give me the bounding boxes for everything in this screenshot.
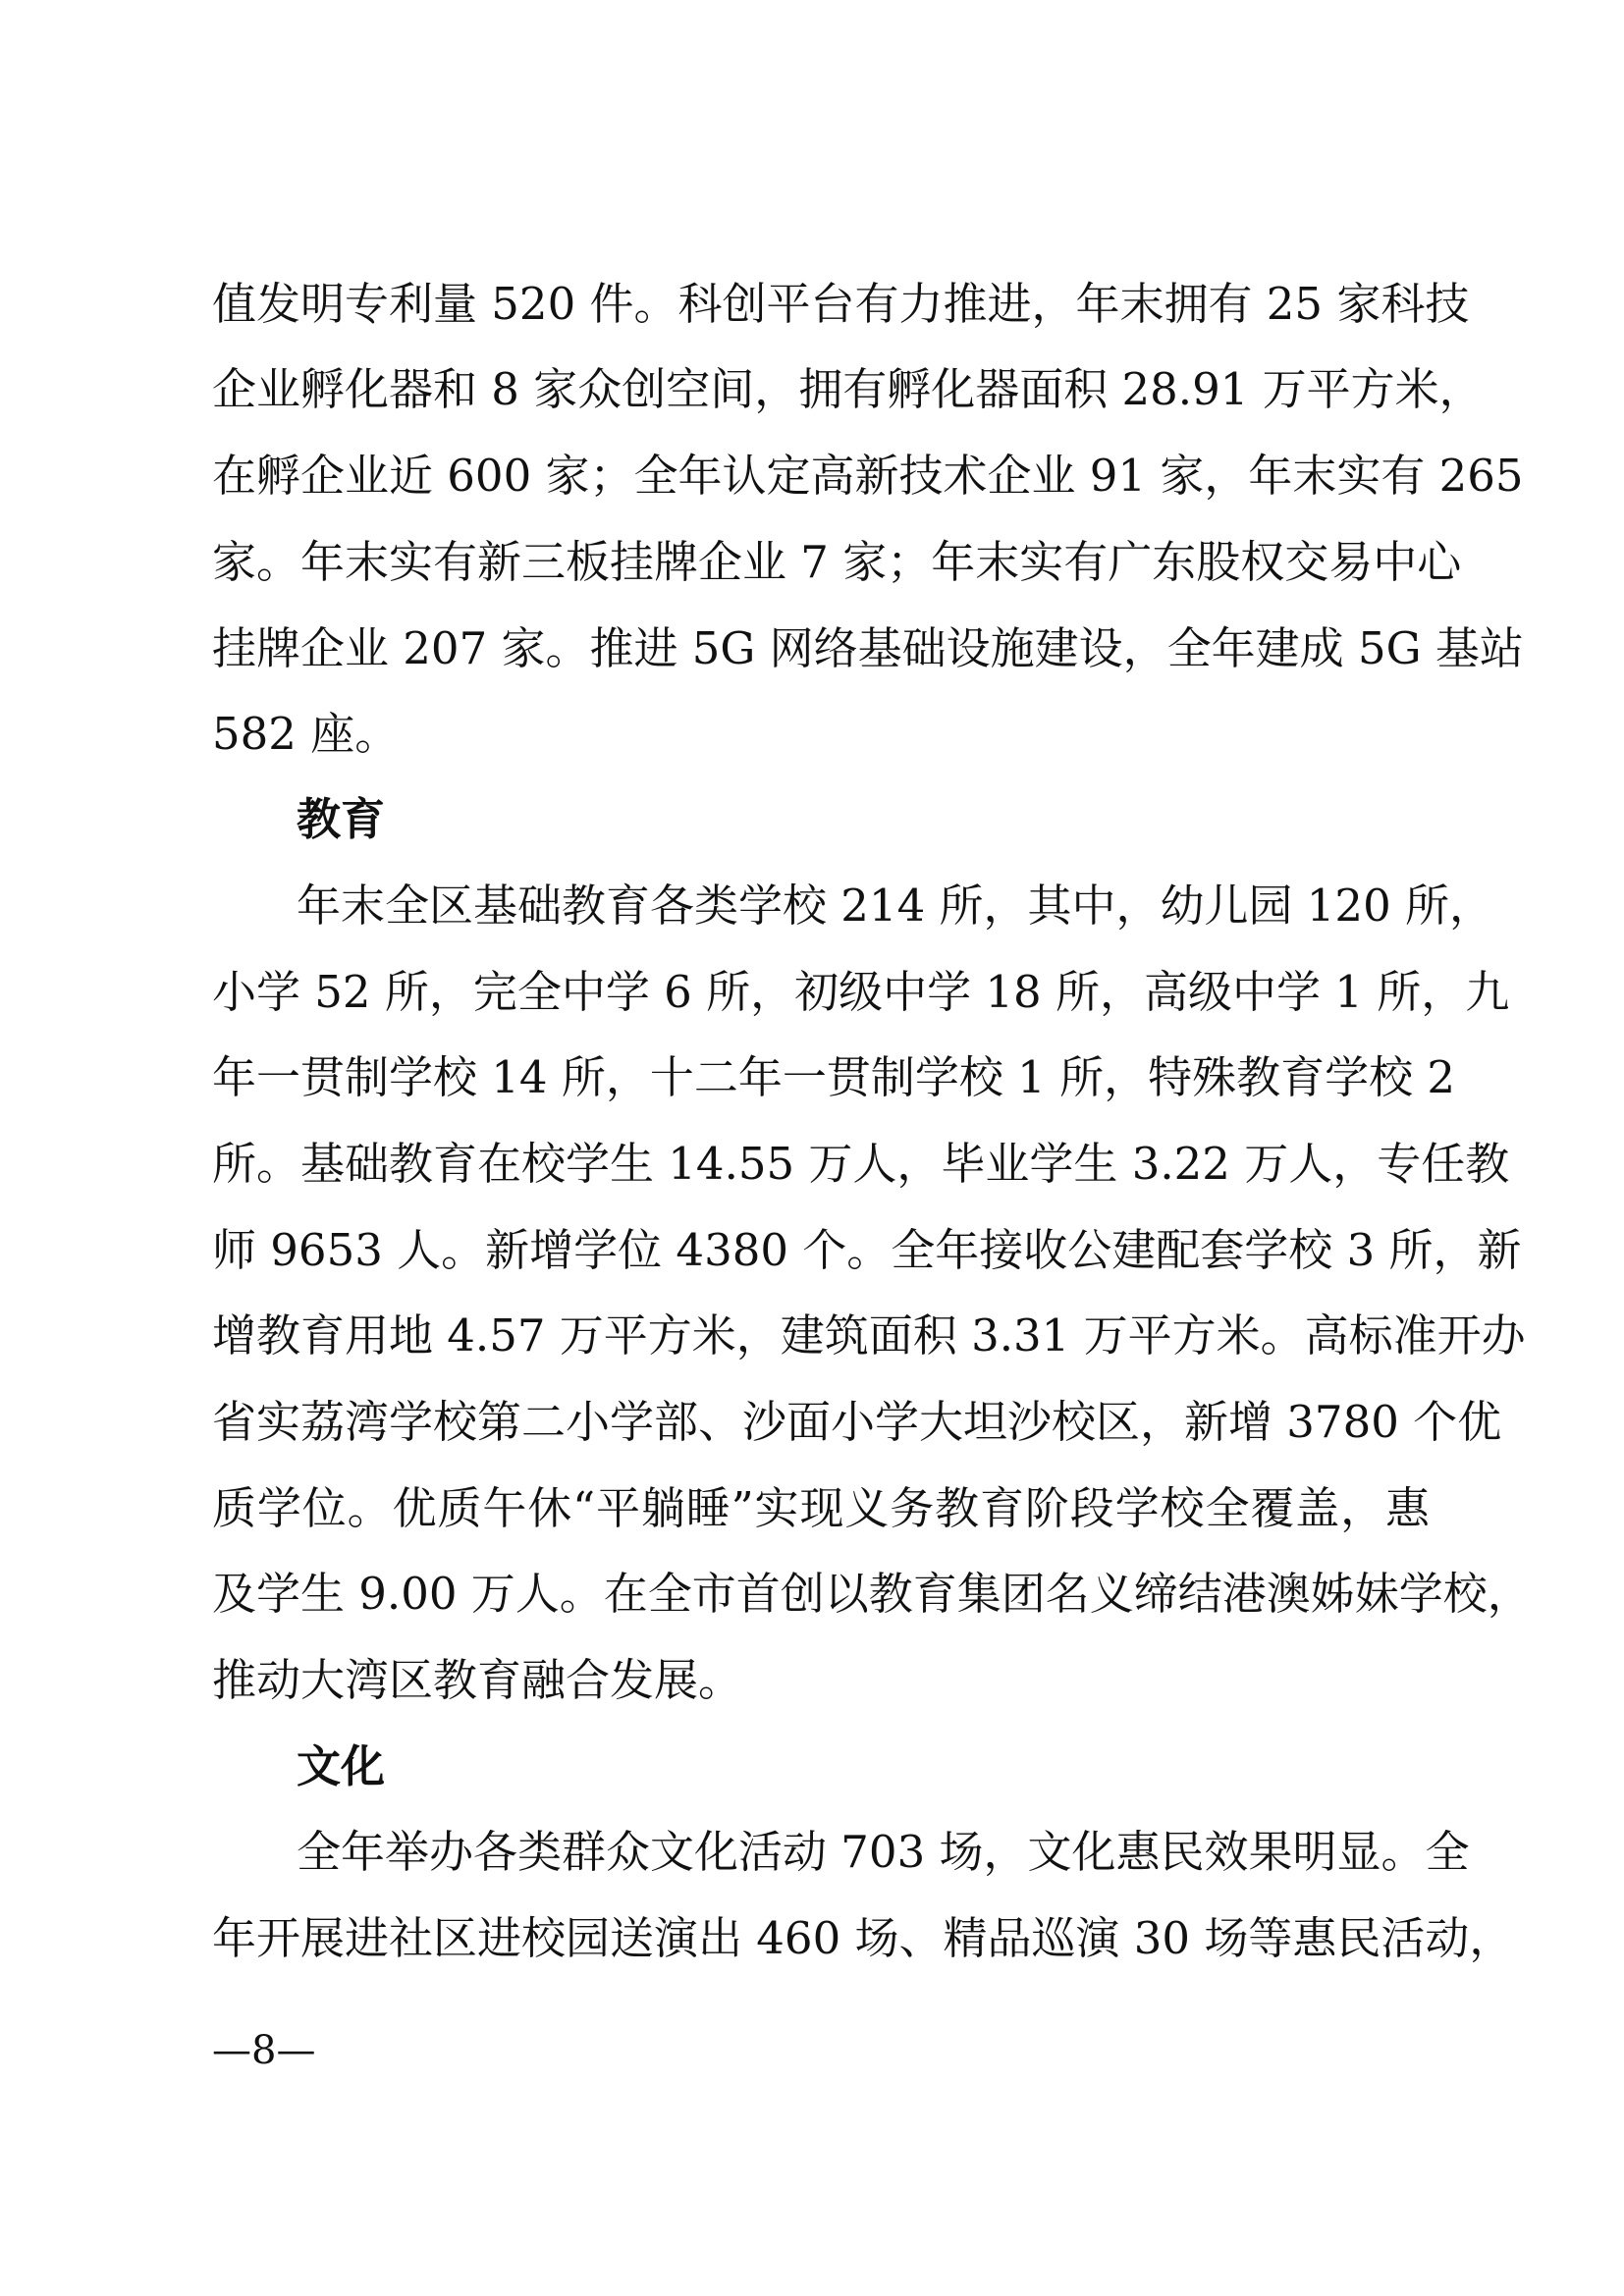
text-line: 582 座。 [212, 708, 400, 760]
text-line: 质学位。优质午休“平躺睡”实现义务教育阶段学校全覆盖，惠 [212, 1482, 1430, 1534]
text-line: 年末全区基础教育各类学校 214 所，其中，幼儿园 120 所， [297, 880, 1494, 932]
text-line: 挂牌企业 207 家。推进 5G 网络基础设施建设，全年建成 5G 基站 [212, 622, 1524, 674]
text-line: 年一贯制学校 14 所，十二年一贯制学校 1 所，特殊教育学校 2 [212, 1051, 1456, 1103]
text-line: 所。基础教育在校学生 14.55 万人，毕业学生 3.22 万人，专任教 [212, 1138, 1510, 1190]
section-heading-education: 教育 [297, 793, 386, 845]
text-line: 推动大湾区教育融合发展。 [212, 1654, 743, 1706]
text-line: 小学 52 所，完全中学 6 所，初级中学 18 所，高级中学 1 所，九 [212, 966, 1510, 1018]
text-line: 增教育用地 4.57 万平方米，建筑面积 3.31 万平方米。高标准开办 [212, 1309, 1526, 1362]
text-line: 值发明专利量 520 件。科创平台有力推进，年末拥有 25 家科技 [212, 278, 1470, 330]
text-line: 及学生 9.00 万人。在全市首创以教育集团名义缔结港澳姊妹学校， [212, 1568, 1532, 1620]
page-number: —8— [212, 2028, 316, 2073]
text-line: 师 9653 人。新增学位 4380 个。全年接收公建配套学校 3 所，新 [212, 1224, 1522, 1276]
section-heading-culture: 文化 [297, 1740, 386, 1792]
text-line: 省实荔湾学校第二小学部、沙面小学大坦沙校区，新增 3780 个优 [212, 1396, 1502, 1448]
text-line: 企业孵化器和 8 家众创空间，拥有孵化器面积 28.91 万平方米， [212, 363, 1484, 415]
text-line: 全年举办各类群众文化活动 703 场，文化惠民效果明显。全 [297, 1826, 1470, 1878]
text-line: 在孵企业近 600 家；全年认定高新技术企业 91 家，年末实有 265 [212, 450, 1524, 502]
text-line: 家。年末实有新三板挂牌企业 7 家；年末实有广东股权交易中心 [212, 536, 1462, 588]
text-line: 年开展进社区进校园送演出 460 场、精品巡演 30 场等惠民活动， [212, 1912, 1514, 1964]
